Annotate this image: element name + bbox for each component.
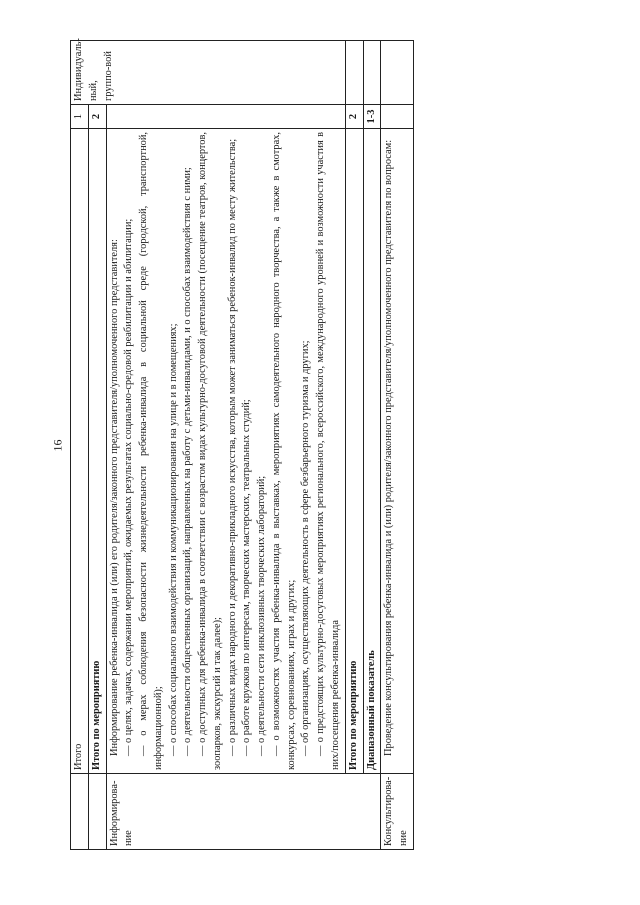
table-row bbox=[345, 41, 363, 850]
inform-name: Информирова-ние bbox=[106, 774, 381, 850]
inform-item: — о возможностях участия ребенка-инвалида в выставках, мероприятиях самодеятельного народного творчества, а также в смотрах, конкурсах, соревнованиях, играх и других; bbox=[270, 132, 297, 770]
inform-item: — о доступных для ребенка-инвалида в соответствии с возрастом видах культурно-досуговой деятельности (посещение театров, концертов, зоопарков, экскурсий и так далее); bbox=[197, 132, 223, 770]
inform-item: — о предстоящих культурно-досуговых мероприятиях регионального, всероссийского, международного уровней и возможности участия в них/посещения ребенка-инвалида bbox=[315, 132, 342, 770]
table-row bbox=[363, 41, 381, 850]
empty-cell bbox=[345, 41, 363, 105]
diap-label: Диапазонный показатель bbox=[363, 129, 381, 774]
inform-item: — о деятельности сети инклюзивных творческих лабораторий; bbox=[256, 475, 268, 756]
empty-cell bbox=[363, 41, 381, 105]
itogo-meropr2-value: 2 bbox=[345, 105, 363, 129]
inform-item: — о способах социального взаимодействия и коммуникационирования на улице и в помещениях; bbox=[167, 323, 179, 756]
table-row bbox=[381, 41, 414, 850]
inform-item: — о различных видах народного и декоративно-прикладного искусства, которым может заниматься ребенок-инвалид по месту жительства; bbox=[226, 138, 238, 756]
empty-cell bbox=[381, 41, 414, 105]
empty-cell bbox=[381, 105, 414, 129]
table-row bbox=[106, 41, 345, 850]
konsult-name: Консультирова-ние bbox=[381, 774, 414, 850]
rehab-activities-table bbox=[70, 40, 414, 850]
itogo-meropr-value: 2 bbox=[88, 105, 106, 129]
inform-item: — о деятельности общественных организаций, направленных на работу с детьми-инвалидами, и о способах взаимодействия с ними; bbox=[182, 167, 194, 756]
table-row bbox=[88, 41, 106, 850]
itogo-meropr-label: Итого по мероприятию bbox=[88, 129, 106, 774]
form-cell: Индивидуаль-ный, группо-вой bbox=[71, 41, 346, 105]
itogo-meropr2-label: Итого по мероприятию bbox=[345, 129, 363, 774]
empty-cell bbox=[88, 774, 106, 850]
inform-intro: Информирование ребенка-инвалида и (или) его родителя/законного представителя/уполномоченного представителя: bbox=[108, 239, 120, 756]
inform-content bbox=[106, 129, 345, 774]
empty-cell bbox=[71, 774, 89, 850]
diap-value: 1-3 bbox=[363, 105, 381, 129]
inform-item: — об организациях, осуществляющих деятельность в сфере безбарьерного туризма и других; bbox=[300, 340, 312, 756]
itogo-label: Итого bbox=[71, 129, 89, 774]
table-row bbox=[71, 41, 89, 850]
itogo-value: 1 bbox=[71, 105, 89, 129]
empty-cell bbox=[106, 105, 345, 129]
page-number: 16 bbox=[50, 439, 65, 452]
inform-item: — о мерах соблюдения безопасности жизнедеятельности ребенка-инвалида в социальной среде (городской, транспортной, информационной); bbox=[138, 132, 164, 770]
inform-item: — о целях, задачах, содержании мероприятий, ожидаемых результатах социально-средовой реабилитации и абилитации; bbox=[123, 218, 135, 756]
konsult-text: Проведение консультирования ребенка-инвалида и (или) родителя/законного представителя/уполномоченного представителя по вопросам: bbox=[381, 129, 414, 774]
rotated-table-container bbox=[70, 40, 540, 850]
inform-item: — о работе кружков по интересам, творческих мастерских, театральных студий; bbox=[241, 399, 253, 756]
